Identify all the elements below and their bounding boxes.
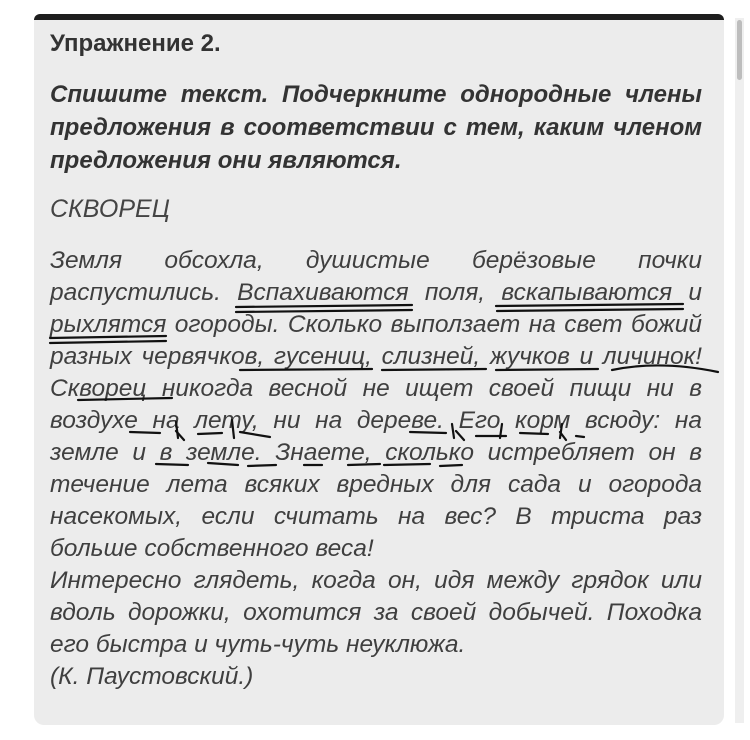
exercise-title: Упражнение 2. <box>50 30 221 57</box>
story-paragraph-1: Земля обсохла, душистые берёзовые почки распустились. Вспахиваются поля, вскапываются и рыхлятся огороды. Сколько выползает на свет божий разных червячков, гусениц, слизней, жучков и личинок! Скворец никогда весной не ищет своей пищи ни в воздухе на лету, ни на дереве. Его корм всюду: на земле и в земле. Знаете, сколько истребляет он в течение лета всяких вредных для сада и огорода насекомых, если считать на вес? В триста раз больше собственного веса! <box>50 247 702 562</box>
story-title: СКВОРЕЦ <box>50 195 170 223</box>
scrollbar-track[interactable] <box>735 18 744 723</box>
story-paragraph-2: Интересно глядеть, когда он, идя между грядок или вдоль дорожки, охотится за своей добычей. Походка его быстра и чуть-чуть неуклюжа. <box>50 567 702 658</box>
story-author: (К. Паустовский.) <box>50 663 254 690</box>
story-text <box>50 245 702 693</box>
exercise-task: Спишите текст. Подчеркните однородные члены предложения в соответствии с тем, каким членом предложения они являются. <box>50 81 702 174</box>
scrollbar-thumb[interactable] <box>737 20 742 80</box>
